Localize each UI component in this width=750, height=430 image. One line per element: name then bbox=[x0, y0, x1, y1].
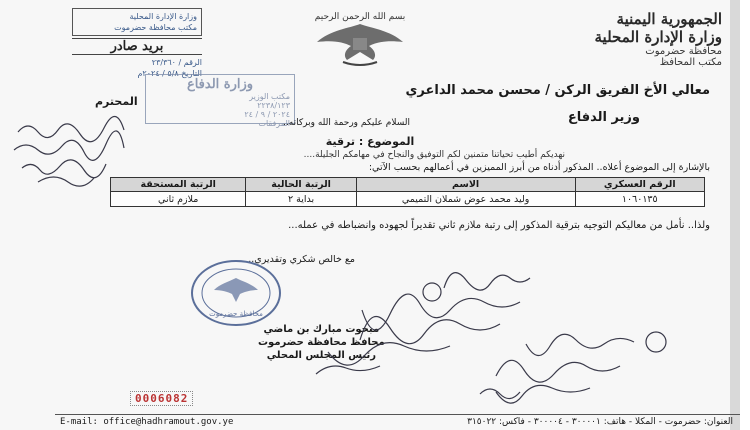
handwritten-note-right bbox=[420, 308, 670, 408]
cell-name: وليد محمد عوض شملان التميمي bbox=[356, 192, 575, 207]
basmala: بسم الله الرحمن الرحيم bbox=[314, 12, 406, 22]
stamp-title: بريد صادر bbox=[72, 38, 202, 55]
col-name: الاسم bbox=[356, 178, 575, 192]
body-paragraph-3: ولذا.. نأمل من معاليكم التوجيه بترقية المذكور إلى رتبة ملازم ثاني تقديراً لجهوده وانضباطه في عمله... bbox=[288, 220, 710, 231]
recipient-title: وزير الدفاع bbox=[567, 110, 640, 125]
body-paragraph-1: نهديكم أطيب تحياتنا متمنين لكم التوفيق والنجاح في مهامكم الجليلة.... bbox=[303, 150, 565, 160]
recipient-name: معالي الأخ الفريق الركن / محسن محمد الداعري bbox=[405, 83, 710, 98]
letterhead bbox=[532, 10, 722, 68]
office-name: مكتب المحافظ bbox=[659, 57, 722, 68]
col-military-number: الرقم العسكري bbox=[575, 178, 704, 192]
footer-email: E-mail: office@hadhramout.gov.ye bbox=[60, 417, 234, 427]
recipient-block bbox=[406, 83, 710, 125]
outgoing-mail-stamp bbox=[72, 8, 202, 78]
subject-line: الموضوع : ترقية bbox=[325, 135, 415, 148]
cell-entitled-rank: ملازم ثاني bbox=[111, 192, 246, 207]
body-paragraph-2: بالإشارة إلى الموضوع أعلاه.. المذكور أدناه من أبرز المميزين في أعمالهم بحسب الآتي: bbox=[368, 162, 710, 173]
signatory-name: مبخوت مبارك بن ماضي bbox=[263, 324, 380, 335]
closing-thanks: مع خالص شكري وتقديري.. bbox=[248, 254, 355, 265]
handwritten-note-left bbox=[8, 112, 138, 192]
respect-label: المحترم bbox=[95, 95, 138, 108]
stamp-line-ministry: وزارة الإدارة المحلية bbox=[129, 12, 197, 21]
cell-military-number: ١٠٦٠١٣٥ bbox=[575, 192, 704, 207]
page-edge bbox=[730, 0, 740, 430]
defense-stamp-title: وزارة الدفاع bbox=[186, 77, 254, 92]
defense-stamp-extra: المرفقات bbox=[258, 119, 290, 128]
stamp-number: الرقم / ٢٣/٣٦٠ bbox=[151, 58, 202, 67]
col-current-rank: الرتبة الحالية bbox=[246, 178, 356, 192]
letter-footer bbox=[55, 414, 740, 429]
greeting: السلام عليكم ورحمة الله وبركاته.. bbox=[283, 118, 410, 128]
governorate-name: محافظة حضرموت bbox=[645, 46, 722, 57]
col-entitled-rank: الرتبة المستحقة bbox=[111, 178, 246, 192]
defense-stamp-office: مكتب الوزير bbox=[249, 92, 290, 101]
country-name: الجمهورية اليمنية bbox=[616, 10, 722, 28]
signatory-title-1: محافظ محافظة حضرموت bbox=[258, 337, 385, 348]
promotion-table bbox=[110, 177, 705, 207]
yemen-eagle-emblem bbox=[305, 8, 415, 68]
stamp-line-office: مكتب محافظة حضرموت bbox=[114, 23, 197, 32]
defense-stamp-date: ٢٠٢٤ / ٩ / ٢٤ bbox=[244, 110, 290, 119]
cell-current-rank: بداية ٢ bbox=[246, 192, 356, 207]
footer-address: العنوان: حضرموت - المكلا - هاتف: ٣٠٠٠٠١ - ٣٠٠٠٠٤ - فاكس: ٣١٥٠٢٢ bbox=[467, 417, 733, 427]
table-header-row bbox=[111, 178, 705, 192]
table-row bbox=[111, 192, 705, 207]
defense-stamp-number: ٢٢٣٨/١٢٣ bbox=[257, 101, 290, 110]
document-serial-number: 0006082 bbox=[130, 391, 193, 406]
signatory-title-2: رئيس المجلس المحلي bbox=[266, 350, 376, 361]
ministry-name: وزارة الإدارة المحلية bbox=[594, 28, 722, 46]
governorate-seal bbox=[188, 258, 284, 328]
stamp-date: التاريخ ٥/٨ / ٢٠٢٤م bbox=[137, 69, 202, 78]
defense-ministry-stamp bbox=[145, 74, 295, 128]
seal-text: محافظة حضرموت bbox=[209, 310, 263, 318]
